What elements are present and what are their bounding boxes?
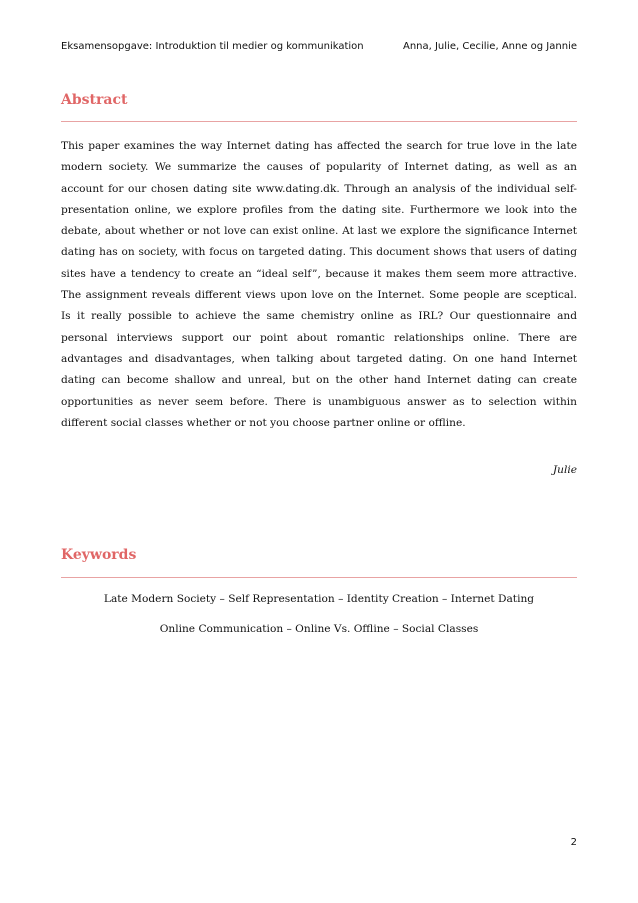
header-authors: Anna, Julie, Cecilie, Anne og Jannie bbox=[402, 41, 577, 52]
abstract-line: presentation online, we explore profiles from the dating site. Furthermore we look into the bbox=[61, 203, 577, 216]
abstract-line: account for our chosen dating site www.dating.dk. Through an analysis of the individual self- bbox=[61, 182, 577, 195]
keywords-divider bbox=[61, 577, 577, 578]
header-course-title: Eksamensopgave: Introduktion til medier og kommunikation bbox=[61, 41, 364, 52]
keywords-line-2: Online Communication – Online Vs. Offline – Social Classes bbox=[159, 623, 479, 635]
abstract-body bbox=[61, 136, 577, 434]
abstract-author: Julie bbox=[552, 464, 577, 476]
abstract-line: dating can become shallow and unreal, but on the other hand Internet dating can create bbox=[61, 374, 577, 387]
abstract-line: modern society. We summarize the causes of popularity of Internet dating, as well as an bbox=[61, 161, 577, 174]
abstract-line: advantages and disadvantages, when talking about targeted dating. On one hand Internet bbox=[61, 352, 577, 365]
page-number: 2 bbox=[570, 837, 577, 848]
abstract-line: personal interviews support our point about romantic relationships online. There are bbox=[61, 331, 577, 344]
abstract-line: opportunities as never seem before. There is unambiguous answer as to selection within bbox=[61, 395, 577, 408]
abstract-heading: Abstract bbox=[61, 92, 128, 108]
abstract-line: This paper examines the way Internet dating has affected the search for true love in the late bbox=[61, 140, 577, 152]
keywords-line-1: Late Modern Society – Self Representation – Identity Creation – Internet Dating bbox=[103, 593, 535, 605]
abstract-line: different social classes whether or not you choose partner online or offline. bbox=[61, 416, 466, 429]
abstract-divider bbox=[61, 121, 577, 122]
keywords-heading: Keywords bbox=[61, 547, 137, 563]
abstract-line: debate, about whether or not love can exist online. At last we explore the significance Internet bbox=[61, 225, 577, 238]
abstract-line: dating has on society, with focus on targeted dating. This document shows that users of dating bbox=[61, 246, 577, 259]
abstract-line: The assignment reveals different views upon love on the Internet. Some people are sceptical. bbox=[61, 289, 577, 302]
abstract-line: Is it really possible to achieve the same chemistry online as IRL? Our questionnaire and bbox=[61, 310, 577, 323]
abstract-line: sites have a tendency to create an “ideal self”, because it makes them seem more attractive. bbox=[61, 267, 577, 280]
